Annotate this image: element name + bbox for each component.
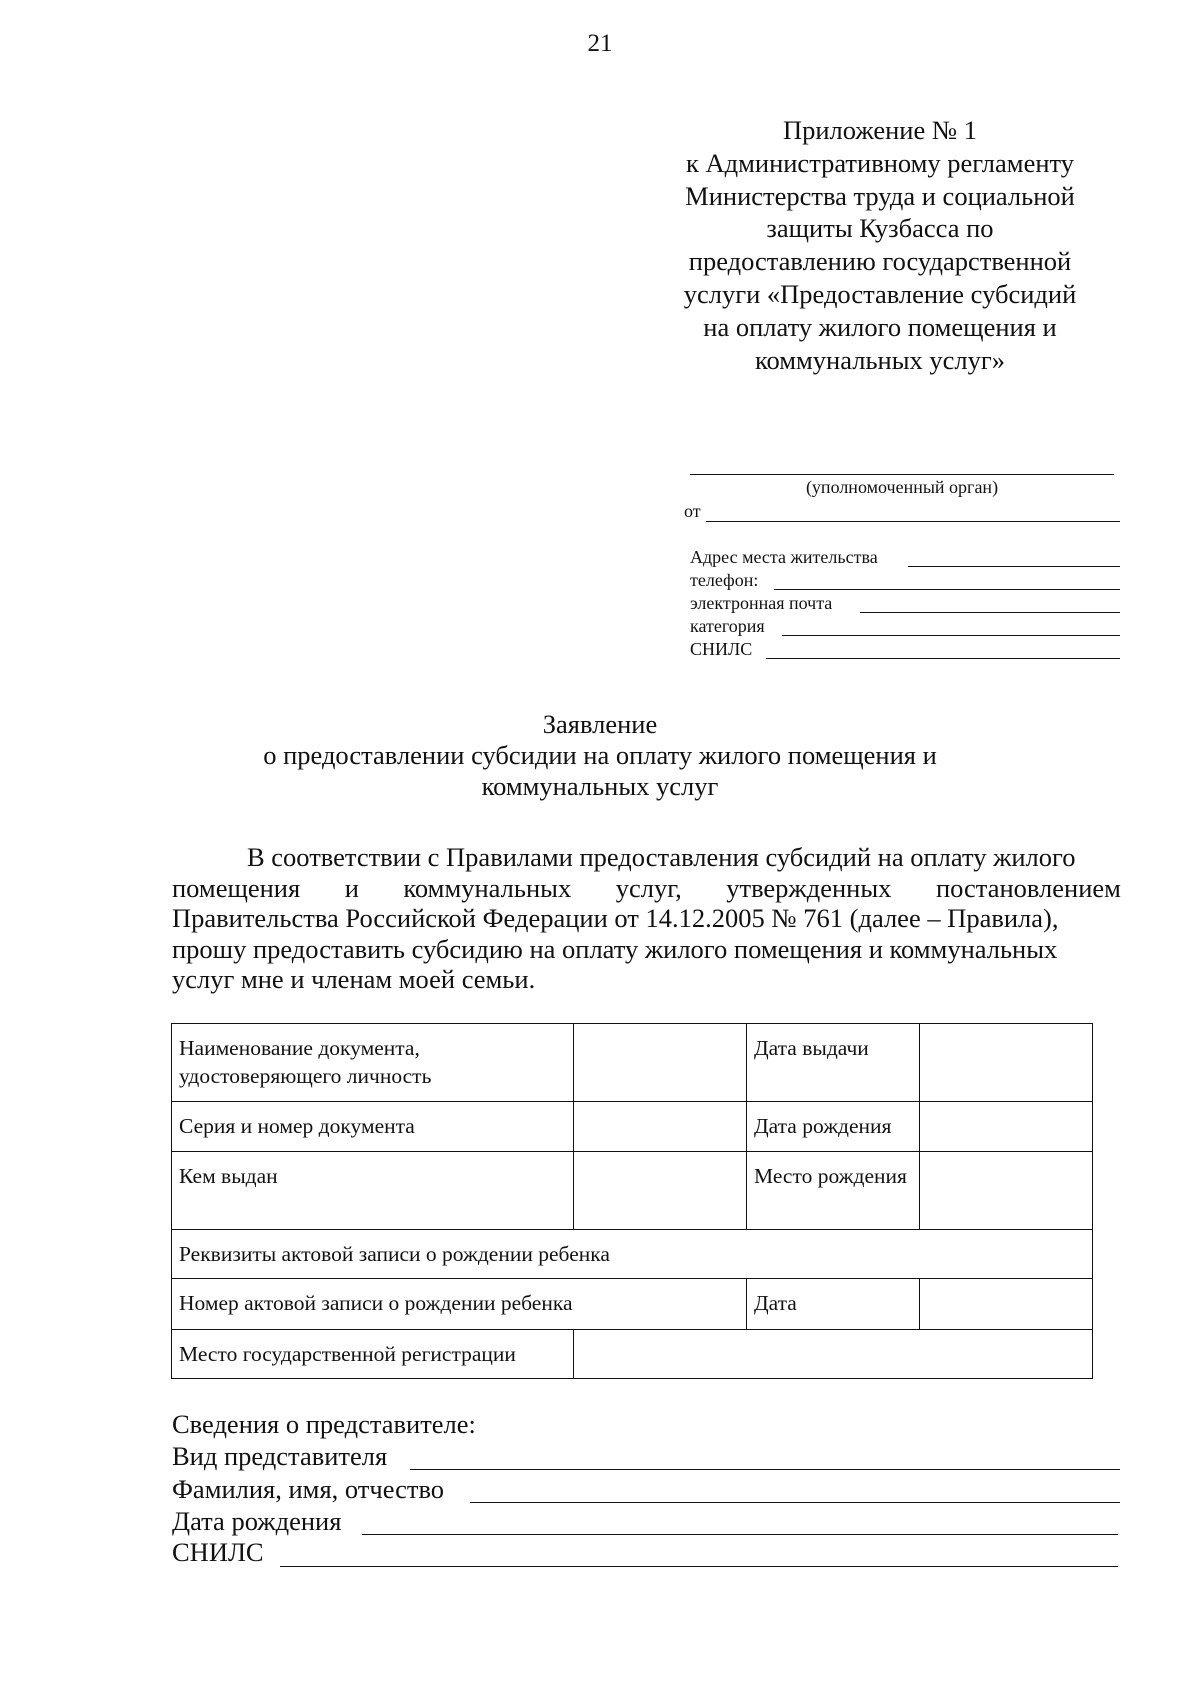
series-number-value-cell[interactable] (574, 1102, 747, 1152)
table-row (172, 1330, 1093, 1379)
representative-heading: Сведения о представителе: (172, 1409, 476, 1439)
table-cell-label: Реквизиты актовой записи о рождении ребенка (172, 1230, 1093, 1279)
table-cell-label: Наименование документа, удостоверяющего личность (172, 1024, 574, 1102)
title-line: Заявление (542, 709, 658, 739)
registration-place-value-cell[interactable] (574, 1330, 1093, 1379)
body-line: Правительства Российской Федерации от 14.12.2005 № 761 (далее – Правила), (172, 903, 1059, 933)
document-title (150, 709, 1050, 802)
page-number: 21 (587, 30, 613, 57)
table-cell-label: Дата (747, 1279, 920, 1330)
body-word: и (344, 872, 359, 903)
email-label: электронная почта (690, 593, 833, 613)
body-word: помещения (172, 872, 301, 903)
snils-field-line[interactable] (766, 658, 1120, 659)
appendix-line: услуги «Предоставление субсидий (683, 278, 1077, 309)
body-word: утвержденных (726, 872, 892, 903)
rep-snils-field-line[interactable] (280, 1566, 1118, 1567)
appendix-line: к Административному регламенту (686, 147, 1074, 178)
appendix-line: Приложение № 1 (782, 115, 977, 145)
from-field-line[interactable] (706, 521, 1120, 522)
rep-birth-date-label: Дата рождения (172, 1506, 342, 1536)
table-row (172, 1102, 1093, 1152)
authority-caption: (уполномоченный орган) (805, 477, 999, 497)
rep-fullname-label: Фамилия, имя, отчество (172, 1474, 445, 1504)
body-line: В соответствии с Правилами предоставления субсидий на оплату жилого (247, 842, 1076, 872)
email-field-line[interactable] (860, 612, 1120, 613)
table-cell-label: Серия и номер документа (172, 1102, 574, 1152)
table-cell-label: Дата выдачи (747, 1024, 920, 1102)
rep-type-field-line[interactable] (410, 1469, 1120, 1470)
address-field-line[interactable] (908, 566, 1120, 567)
appendix-line: предоставлению государственной (688, 246, 1072, 277)
body-line (172, 873, 1121, 904)
doc-name-value-cell[interactable] (574, 1024, 747, 1102)
issued-by-value-cell[interactable] (574, 1152, 747, 1230)
table-row (172, 1230, 1093, 1279)
address-label: Адрес места жительства (690, 547, 878, 567)
rep-fullname-field-line[interactable] (470, 1502, 1120, 1503)
table-row (172, 1152, 1093, 1230)
table-row (172, 1024, 1093, 1102)
rep-birth-date-field-line[interactable] (362, 1534, 1118, 1535)
phone-label: телефон: (690, 570, 759, 590)
body-word: постановлением (935, 872, 1121, 903)
snils-label: СНИЛС (690, 639, 753, 659)
body-paragraph (172, 842, 1121, 995)
table-cell-label: Кем выдан (172, 1152, 574, 1230)
table-cell-label: Место рождения (747, 1152, 920, 1230)
table-cell-label: Место государственной регистрации (172, 1330, 574, 1379)
title-line: коммунальных услуг (481, 771, 719, 801)
phone-field-line[interactable] (774, 589, 1120, 590)
birth-date-value-cell[interactable] (920, 1102, 1093, 1152)
appendix-line: на оплату жилого помещения и (703, 311, 1057, 342)
birth-place-value-cell[interactable] (920, 1152, 1093, 1230)
appendix-header (650, 114, 1110, 376)
issue-date-value-cell[interactable] (920, 1024, 1093, 1102)
applicant-data-table (171, 1023, 1093, 1379)
table-cell-label: Номер актовой записи о рождении ребенка (172, 1279, 747, 1330)
body-line: услуг мне и членам моей семьи. (172, 964, 536, 994)
appendix-line: коммунальных услуг» (754, 344, 1006, 375)
appendix-line: Министерства труда и социальной (685, 180, 1075, 211)
record-date-value-cell[interactable] (920, 1279, 1093, 1330)
authority-field-line[interactable] (690, 474, 1114, 475)
table-row (172, 1279, 1093, 1330)
category-label: категория (690, 616, 765, 636)
table-cell-label: Дата рождения (747, 1102, 920, 1152)
from-label: от (684, 501, 701, 521)
rep-type-label: Вид представителя (172, 1441, 388, 1471)
body-line: прошу предоставить субсидию на оплату жилого помещения и коммунальных (172, 933, 1058, 964)
rep-snils-label: СНИЛС (172, 1537, 264, 1567)
body-word: коммунальных (403, 872, 572, 903)
appendix-line: защиты Кузбасса по (766, 213, 994, 244)
title-line: о предоставлении субсидии на оплату жилого помещения и (263, 740, 937, 770)
category-field-line[interactable] (782, 635, 1120, 636)
body-word: услуг, (615, 872, 682, 903)
